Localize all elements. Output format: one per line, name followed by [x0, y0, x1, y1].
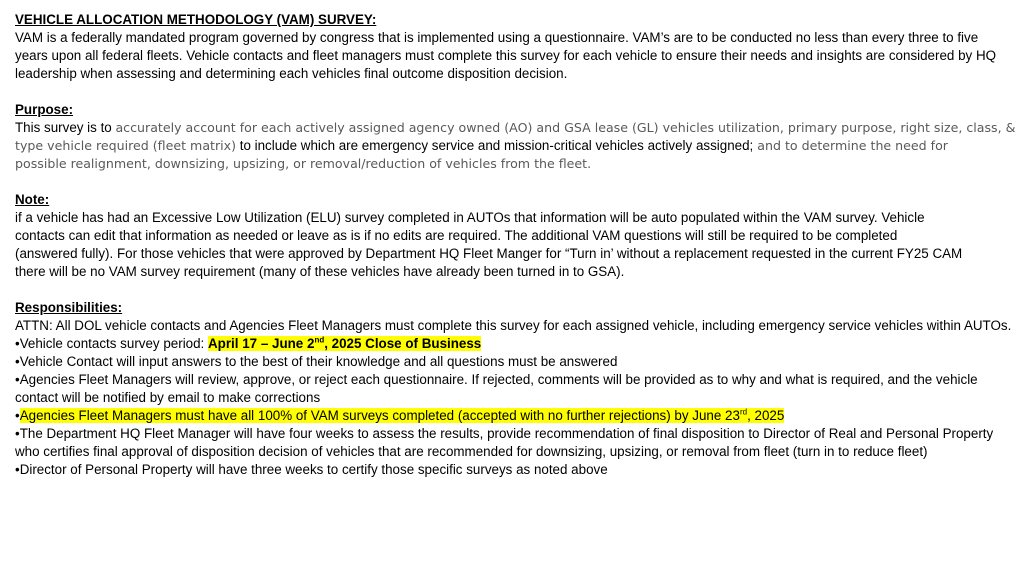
contact-input-line: •Vehicle Contact will input answers to the best of their knowledge and all questions must be answered [15, 354, 618, 369]
survey-period-label: •Vehicle contacts survey period: [15, 336, 208, 351]
purpose-prefix: This survey is to [15, 120, 116, 135]
vam-text-line: VAM is a federally mandated program governed by congress that is implemented using a questionnaire. VAM’s are to be conducted no less than every three to five [15, 30, 979, 45]
purpose-text-line [15, 137, 1024, 155]
note-text-line: there will be no VAM survey requirement (many of these vehicles have already been turned in to GSA). [15, 264, 625, 279]
deadline-line [15, 407, 1024, 425]
purpose-grey-text: type vehicle required (fleet matrix) [15, 138, 237, 153]
purpose-grey-text: accurately account for each actively assigned agency owned (AO) and GSA lease (GL) vehicles utilization, primary purpose, right size, class, & [115, 120, 1016, 135]
deadline-text: Agencies Fleet Managers must have all 100% of VAM surveys completed (accepted with no further rejections) by June 23 [19, 408, 740, 423]
ordinal-suffix: rd [739, 407, 748, 417]
vam-text-line: years upon all federal fleets. Vehicle contacts and fleet managers must complete this survey for each vehicle to ensure their needs and insights are considered by HQ [15, 48, 997, 63]
survey-period-highlight [208, 336, 481, 351]
purpose-grey-text: and to determine the need for [753, 138, 948, 153]
review-line: contact will be notified by email to make corrections [15, 390, 321, 405]
survey-period-start: April 17 – June 2 [208, 336, 315, 351]
spacer [15, 173, 1024, 191]
review-line: •Agencies Fleet Managers will review, approve, or reject each questionnaire. If rejected, comments will be provided as to why and what is required, and the vehicle [15, 372, 978, 387]
bullet: • [15, 408, 20, 423]
purpose-heading: Purpose: [15, 102, 74, 117]
hq-line: who certifies final approval of disposition decision of vehicles that are recommended for downsizing, upsizing, or removal from fleet (turn in to reduce fleet) [15, 444, 928, 459]
ordinal-suffix: nd [314, 335, 325, 345]
director-line: •Director of Personal Property will have three weeks to certify those specific surveys as noted above [15, 462, 608, 477]
deadline-year: , 2025 [747, 408, 785, 423]
note-heading: Note: [15, 192, 50, 207]
attn-line: ATTN: All DOL vehicle contacts and Agencies Fleet Managers must complete this survey for each assigned vehicle, including emergency service vehicles within AUTOs. [15, 318, 1012, 333]
purpose-text-line [15, 119, 1024, 137]
survey-period-end: , 2025 Close of Business [324, 336, 482, 351]
hq-line: •The Department HQ Fleet Manager will have four weeks to assess the results, provide recommendation of final disposition to Director of Real and Personal Property [15, 426, 994, 441]
responsibilities-heading: Responsibilities: [15, 300, 123, 315]
spacer [15, 281, 1024, 299]
note-text-line: if a vehicle has had an Excessive Low Utilization (ELU) survey completed in AUTOs that information will be auto populated within the VAM survey. Vehicle [15, 210, 925, 225]
note-text-line: contacts can edit that information as needed or leave as is if no edits are required. The additional VAM questions will still be required to be completed [15, 228, 898, 243]
purpose-grey-text: possible realignment, downsizing, upsizing, or removal/reduction of vehicles from the fleet. [15, 156, 592, 171]
vam-text-line: leadership when assessing and determining each vehicles final outcome disposition decision. [15, 66, 568, 81]
slide-body [15, 11, 1024, 479]
note-text-line: (answered fully). For those vehicles that were approved by Department HQ Fleet Manger for “Turn in’ without a replacement requested in the current FY25 CAM [15, 246, 963, 261]
vam-heading: VEHICLE ALLOCATION METHODOLOGY (VAM) SURVEY: [15, 12, 377, 27]
deadline-highlight [20, 408, 785, 423]
spacer [15, 83, 1024, 101]
survey-period-line [15, 335, 1024, 353]
purpose-text-line [15, 155, 1024, 173]
purpose-black-text: to include which are emergency service and mission-critical vehicles actively assigned; [236, 138, 754, 153]
